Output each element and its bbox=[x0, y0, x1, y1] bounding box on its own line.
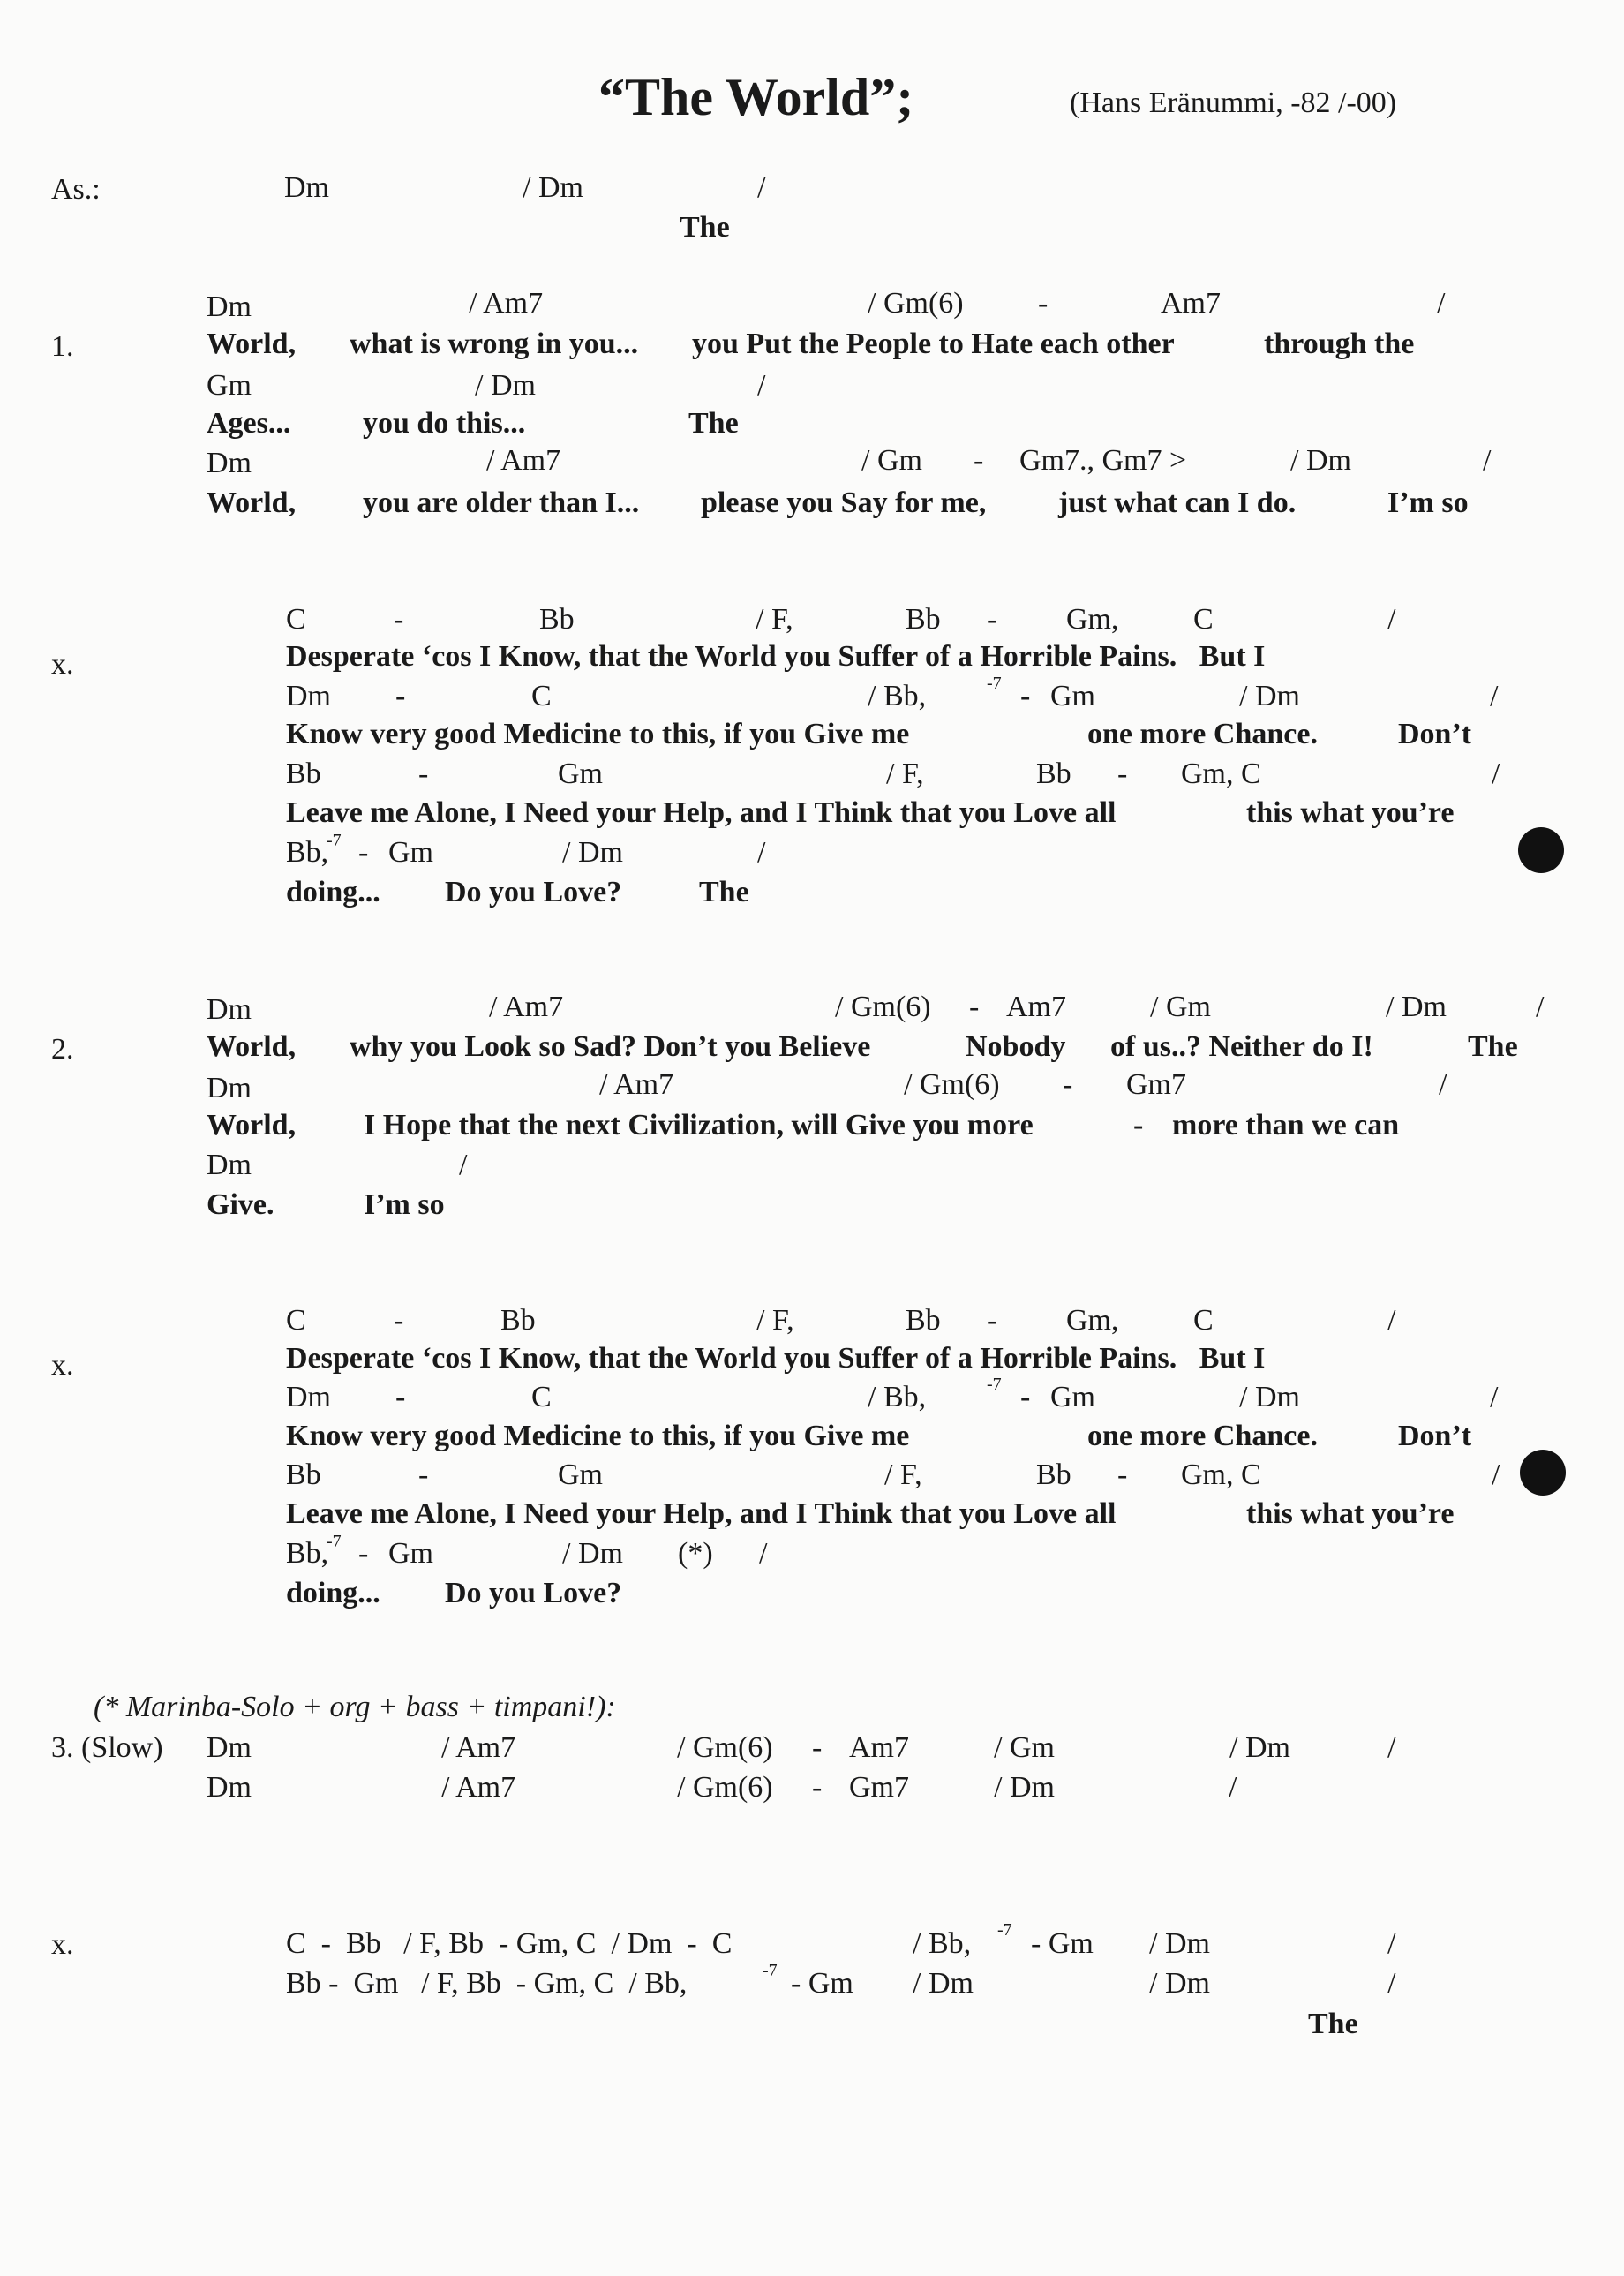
chord: / F, bbox=[756, 603, 793, 636]
chorus-2-label: x. bbox=[51, 1349, 74, 1382]
chord: - bbox=[1117, 757, 1128, 790]
lyric: you Put the People to Hate each other bbox=[692, 328, 1175, 360]
chord: - bbox=[1038, 287, 1049, 320]
chord: / Am7 bbox=[441, 1731, 516, 1764]
chord: / bbox=[757, 369, 766, 402]
chord: C bbox=[531, 1381, 552, 1413]
chord: Gm7 bbox=[849, 1771, 909, 1804]
chord: C bbox=[531, 680, 552, 712]
chord: - bbox=[1117, 1458, 1128, 1491]
chord: / Dm bbox=[1239, 680, 1300, 712]
chord-extension: -7 bbox=[987, 674, 1002, 693]
chord: / bbox=[1439, 1068, 1447, 1101]
chord: Bb, bbox=[286, 1537, 329, 1570]
chord: / Dm bbox=[562, 1537, 623, 1570]
verse-1-label: 1. bbox=[51, 330, 74, 363]
chord: / bbox=[1536, 991, 1545, 1023]
verse-2-label: 2. bbox=[51, 1033, 74, 1066]
chord: - bbox=[969, 991, 980, 1023]
chord: / Dm bbox=[1229, 1731, 1290, 1764]
chord: / bbox=[1229, 1771, 1237, 1804]
chord: Gm bbox=[558, 757, 603, 790]
lyric: of us..? Neither do I! bbox=[1110, 1030, 1373, 1063]
chord: C bbox=[286, 1304, 306, 1337]
chord: / bbox=[1387, 1304, 1396, 1337]
lyric: Do you Love? bbox=[445, 1577, 622, 1609]
lyric: World, bbox=[207, 1109, 297, 1142]
chord: - bbox=[987, 603, 997, 636]
lyric: I’m so bbox=[1387, 486, 1469, 519]
chord: - bbox=[395, 1381, 406, 1413]
chord: / Gm bbox=[994, 1731, 1055, 1764]
chord: Dm bbox=[207, 1072, 252, 1104]
lyric: this what you’re bbox=[1246, 1497, 1455, 1530]
chord: Bb bbox=[286, 1458, 321, 1491]
chord: / bbox=[1387, 1967, 1396, 2000]
chord: / Am7 bbox=[469, 287, 544, 320]
chord: C bbox=[1193, 603, 1214, 636]
chord: Bb bbox=[500, 1304, 536, 1337]
chord: - Gm bbox=[1031, 1927, 1094, 1960]
lyric: just what can I do. bbox=[1058, 486, 1297, 519]
chord: / Am7 bbox=[599, 1068, 674, 1101]
lyric: Leave me Alone, I Need your Help, and I Think that you Love all bbox=[286, 1497, 1116, 1530]
lyric: Leave me Alone, I Need your Help, and I Think that you Love all bbox=[286, 796, 1116, 829]
chord: / Bb, bbox=[913, 1927, 972, 1960]
chord: Dm bbox=[286, 1381, 331, 1413]
chord: Am7 bbox=[1161, 287, 1221, 320]
chord: - bbox=[812, 1731, 823, 1764]
chord: Gm bbox=[1050, 1381, 1095, 1413]
chord: / Am7 bbox=[441, 1771, 516, 1804]
chord: / Dm bbox=[475, 369, 536, 402]
chord: Gm bbox=[1050, 680, 1095, 712]
chord: - bbox=[1020, 1381, 1031, 1413]
chord: / Bb, bbox=[868, 680, 927, 712]
chord: - bbox=[974, 444, 984, 477]
lyric: doing... bbox=[286, 876, 380, 908]
chord: - bbox=[358, 836, 369, 869]
chord: Gm, bbox=[1066, 603, 1119, 636]
binder-hole-icon bbox=[1518, 827, 1564, 873]
chord: - bbox=[418, 1458, 429, 1491]
lyric: doing... bbox=[286, 1577, 380, 1609]
lyric: The bbox=[699, 876, 749, 908]
chord: / Gm(6) bbox=[904, 1068, 1000, 1101]
chord-extension: -7 bbox=[327, 1532, 342, 1551]
chord: / bbox=[1490, 1381, 1499, 1413]
chord: / bbox=[1490, 680, 1499, 712]
lyric: Know very good Medicine to this, if you Give me bbox=[286, 718, 910, 750]
lyric: Ages... bbox=[207, 407, 291, 440]
lyric: this what you’re bbox=[1246, 796, 1455, 829]
chord: Dm bbox=[207, 1149, 252, 1181]
chord: / Am7 bbox=[489, 991, 564, 1023]
chord: Dm bbox=[286, 680, 331, 712]
chord: - bbox=[394, 603, 404, 636]
chord: / Dm bbox=[1149, 1927, 1210, 1960]
outro-label: x. bbox=[51, 1928, 74, 1961]
chord: Gm, bbox=[1066, 1304, 1119, 1337]
lyric: The bbox=[1308, 2008, 1358, 2040]
lyric: World, bbox=[207, 486, 297, 519]
chord: - bbox=[812, 1771, 823, 1804]
chord: / bbox=[459, 1149, 468, 1181]
chord-extension: -7 bbox=[327, 831, 342, 850]
chord: / bbox=[1492, 1458, 1500, 1491]
chord: / bbox=[757, 836, 766, 869]
chord: - bbox=[395, 680, 406, 712]
chord: Dm bbox=[207, 993, 252, 1026]
lyric: Give. bbox=[207, 1188, 274, 1221]
chord: Gm bbox=[388, 836, 433, 869]
chord: Gm7., Gm7 > bbox=[1019, 444, 1187, 477]
lyric: what is wrong in you... bbox=[350, 328, 639, 360]
lyric: please you Say for me, bbox=[701, 486, 987, 519]
lyric: Know very good Medicine to this, if you Give me bbox=[286, 1420, 910, 1452]
song-author: (Hans Eränummi, -82 /-00) bbox=[1070, 87, 1397, 119]
chord-extension: -7 bbox=[997, 1920, 1012, 1940]
chord: Dm bbox=[284, 171, 329, 204]
lyric: I Hope that the next Civilization, will Give you more bbox=[364, 1109, 1034, 1142]
lyric: Nobody bbox=[966, 1030, 1066, 1063]
chord: Bb bbox=[906, 1304, 941, 1337]
intro-label: As.: bbox=[51, 173, 101, 206]
chord: (*) bbox=[678, 1537, 713, 1570]
chord: / Dm bbox=[1239, 1381, 1300, 1413]
lyric: Don’t bbox=[1398, 1420, 1472, 1452]
chord: / Gm(6) bbox=[835, 991, 931, 1023]
lyric: through the bbox=[1264, 328, 1415, 360]
lyric: more than we can bbox=[1172, 1109, 1400, 1142]
chord: - Gm bbox=[791, 1967, 853, 2000]
chord: Am7 bbox=[849, 1731, 909, 1764]
chord: / Dm bbox=[1149, 1967, 1210, 2000]
chord: Dm bbox=[207, 290, 252, 323]
chord: / Dm bbox=[1290, 444, 1351, 477]
lyric: I’m so bbox=[364, 1188, 445, 1221]
chord: / bbox=[757, 171, 766, 204]
chord: / Dm bbox=[523, 171, 583, 204]
chord: / Dm bbox=[994, 1771, 1055, 1804]
chord-extension: -7 bbox=[763, 1961, 778, 1980]
chord: - bbox=[1063, 1068, 1073, 1101]
chord-row: C - Bb / F, Bb - Gm, C / Dm - C bbox=[286, 1927, 733, 1960]
chord: Dm bbox=[207, 1731, 252, 1764]
lyric: The bbox=[688, 407, 739, 440]
chord: Dm bbox=[207, 447, 252, 479]
chord: / Dm bbox=[1386, 991, 1447, 1023]
chord: / Bb, bbox=[868, 1381, 927, 1413]
lyric: one more Chance. bbox=[1087, 1420, 1318, 1452]
chord: - bbox=[1020, 680, 1031, 712]
solo-note: (* Marinba-Solo + org + bass + timpani!): bbox=[94, 1691, 616, 1723]
chord: / Gm(6) bbox=[677, 1731, 773, 1764]
chord: / Gm(6) bbox=[677, 1771, 773, 1804]
chord: / F, bbox=[884, 1458, 922, 1491]
chord-extension: -7 bbox=[987, 1375, 1002, 1394]
chord: / bbox=[1437, 287, 1446, 320]
chord: / F, bbox=[756, 1304, 794, 1337]
lyric: The bbox=[1468, 1030, 1518, 1063]
lyric: you do this... bbox=[363, 407, 526, 440]
lyric: why you Look so Sad? Don’t you Believe bbox=[350, 1030, 871, 1063]
chord: / Dm bbox=[913, 1967, 974, 2000]
chord: Bb bbox=[906, 603, 941, 636]
chord: / bbox=[1387, 1927, 1396, 1960]
chord: - bbox=[418, 757, 429, 790]
chord: Am7 bbox=[1006, 991, 1066, 1023]
lyric: Do you Love? bbox=[445, 876, 622, 908]
chord: / bbox=[1387, 603, 1396, 636]
chord: C bbox=[1193, 1304, 1214, 1337]
chord: / Gm(6) bbox=[868, 287, 964, 320]
chord: - bbox=[358, 1537, 369, 1570]
chord: / bbox=[1483, 444, 1492, 477]
binder-hole-icon bbox=[1520, 1450, 1566, 1496]
chord: Bb bbox=[539, 603, 575, 636]
chord: Gm bbox=[388, 1537, 433, 1570]
chord: / bbox=[1387, 1731, 1396, 1764]
chord-row: Bb - Gm / F, Bb - Gm, C / Bb, bbox=[286, 1967, 688, 2000]
chord: Gm7 bbox=[1126, 1068, 1186, 1101]
lyric: World, bbox=[207, 1030, 297, 1063]
chord: Dm bbox=[207, 1771, 252, 1804]
chord: Gm bbox=[207, 369, 252, 402]
chorus-1-label: x. bbox=[51, 648, 74, 681]
lyric: The bbox=[680, 211, 730, 244]
lyric: Desperate ‘cos I Know, that the World you Suffer of a Horrible Pains. But I bbox=[286, 1342, 1266, 1375]
chord: Gm bbox=[558, 1458, 603, 1491]
lyric: Desperate ‘cos I Know, that the World you Suffer of a Horrible Pains. But I bbox=[286, 640, 1266, 673]
chord: C bbox=[286, 603, 306, 636]
chord: / bbox=[759, 1537, 768, 1570]
chord: - bbox=[394, 1304, 404, 1337]
lyric: you are older than I... bbox=[363, 486, 640, 519]
solo-label: 3. (Slow) bbox=[51, 1731, 163, 1764]
lyric: World, bbox=[207, 328, 297, 360]
chord: / Am7 bbox=[486, 444, 561, 477]
chord: Bb bbox=[286, 757, 321, 790]
chord: / bbox=[1492, 757, 1500, 790]
lyric: one more Chance. bbox=[1087, 718, 1318, 750]
chord: Bb, bbox=[286, 836, 329, 869]
chord: / Gm bbox=[861, 444, 922, 477]
chord: Bb bbox=[1036, 1458, 1071, 1491]
lyric: - bbox=[1133, 1109, 1144, 1142]
chord: / Gm bbox=[1150, 991, 1211, 1023]
lyric: Don’t bbox=[1398, 718, 1472, 750]
chord: Bb bbox=[1036, 757, 1071, 790]
chord: / F, bbox=[886, 757, 924, 790]
chord: Gm, C bbox=[1181, 1458, 1261, 1491]
chord: / Dm bbox=[562, 836, 623, 869]
song-title: “The World”; bbox=[598, 68, 914, 126]
chord: Gm, C bbox=[1181, 757, 1261, 790]
chord: - bbox=[987, 1304, 997, 1337]
